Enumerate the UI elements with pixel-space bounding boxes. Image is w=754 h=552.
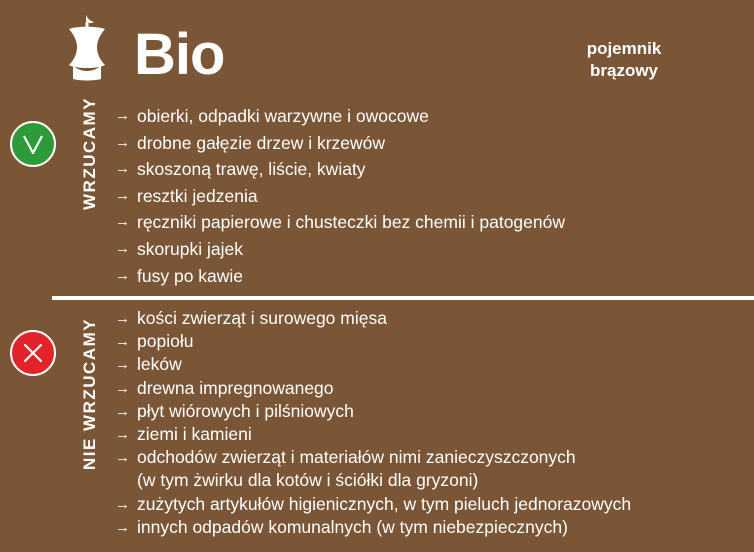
check-icon	[10, 121, 56, 167]
arrow-icon: →	[115, 133, 130, 151]
arrow-icon: →	[115, 402, 130, 420]
page-title: Bio	[134, 22, 225, 87]
arrow-icon: →	[115, 518, 130, 536]
list-item: → odchodów zwierząt i materiałów nimi zanieczyszczonych (w tym żwirku dla kotów i ściółki dla gryzoni)	[115, 447, 576, 491]
rejected-label: NIE WRZUCAMY	[80, 317, 99, 470]
list-item: → płyt wiórowych i pilśniowych	[115, 400, 631, 423]
arrow-icon: →	[115, 333, 130, 351]
list-item: → drobne gałęzie drzew i krzewów	[115, 130, 565, 157]
list-item: → obierki, odpadki warzywne i owocowe	[115, 103, 565, 130]
arrow-icon: →	[115, 449, 130, 467]
list-item: → fusy po kawie	[115, 263, 565, 290]
list-item: → skoszoną trawę, liście, kwiaty	[115, 156, 565, 183]
arrow-icon: →	[115, 356, 130, 374]
apple-core-icon	[64, 13, 110, 81]
arrow-icon: →	[115, 495, 130, 513]
list-item: → resztki jedzenia	[115, 183, 565, 210]
list-item: → popiołu	[115, 330, 631, 353]
arrow-icon: →	[115, 160, 130, 178]
arrow-icon: →	[115, 107, 130, 124]
rejected-list	[115, 307, 631, 539]
arrow-icon: →	[115, 239, 130, 257]
arrow-icon: →	[115, 310, 130, 327]
list-item: → skorupki jajek	[115, 236, 565, 263]
list-item: → drewna impregnowanego	[115, 377, 631, 400]
arrow-icon: →	[115, 266, 130, 284]
arrow-icon: →	[115, 186, 130, 204]
list-item: → ręczniki papierowe i chusteczki bez chemii i patogenów	[115, 209, 565, 236]
container-label: pojemnik brązowy	[586, 39, 662, 80]
arrow-icon: →	[115, 426, 130, 444]
accepted-label: WRZUCAMY	[80, 96, 99, 210]
arrow-icon: →	[115, 213, 130, 231]
arrow-icon: →	[115, 379, 130, 397]
list-item: → innych odpadów komunalnych (w tym niebezpiecznych)	[115, 516, 631, 539]
list-item: → kości zwierząt i surowego mięsa	[115, 307, 631, 330]
section-divider	[52, 296, 754, 300]
list-item: → leków	[115, 353, 631, 376]
accepted-list	[115, 103, 565, 289]
list-item: → ziemi i kamieni	[115, 423, 631, 446]
list-item: → zużytych artykułów higienicznych, w tym pieluch jednorazowych	[115, 493, 631, 516]
x-icon	[10, 330, 56, 376]
